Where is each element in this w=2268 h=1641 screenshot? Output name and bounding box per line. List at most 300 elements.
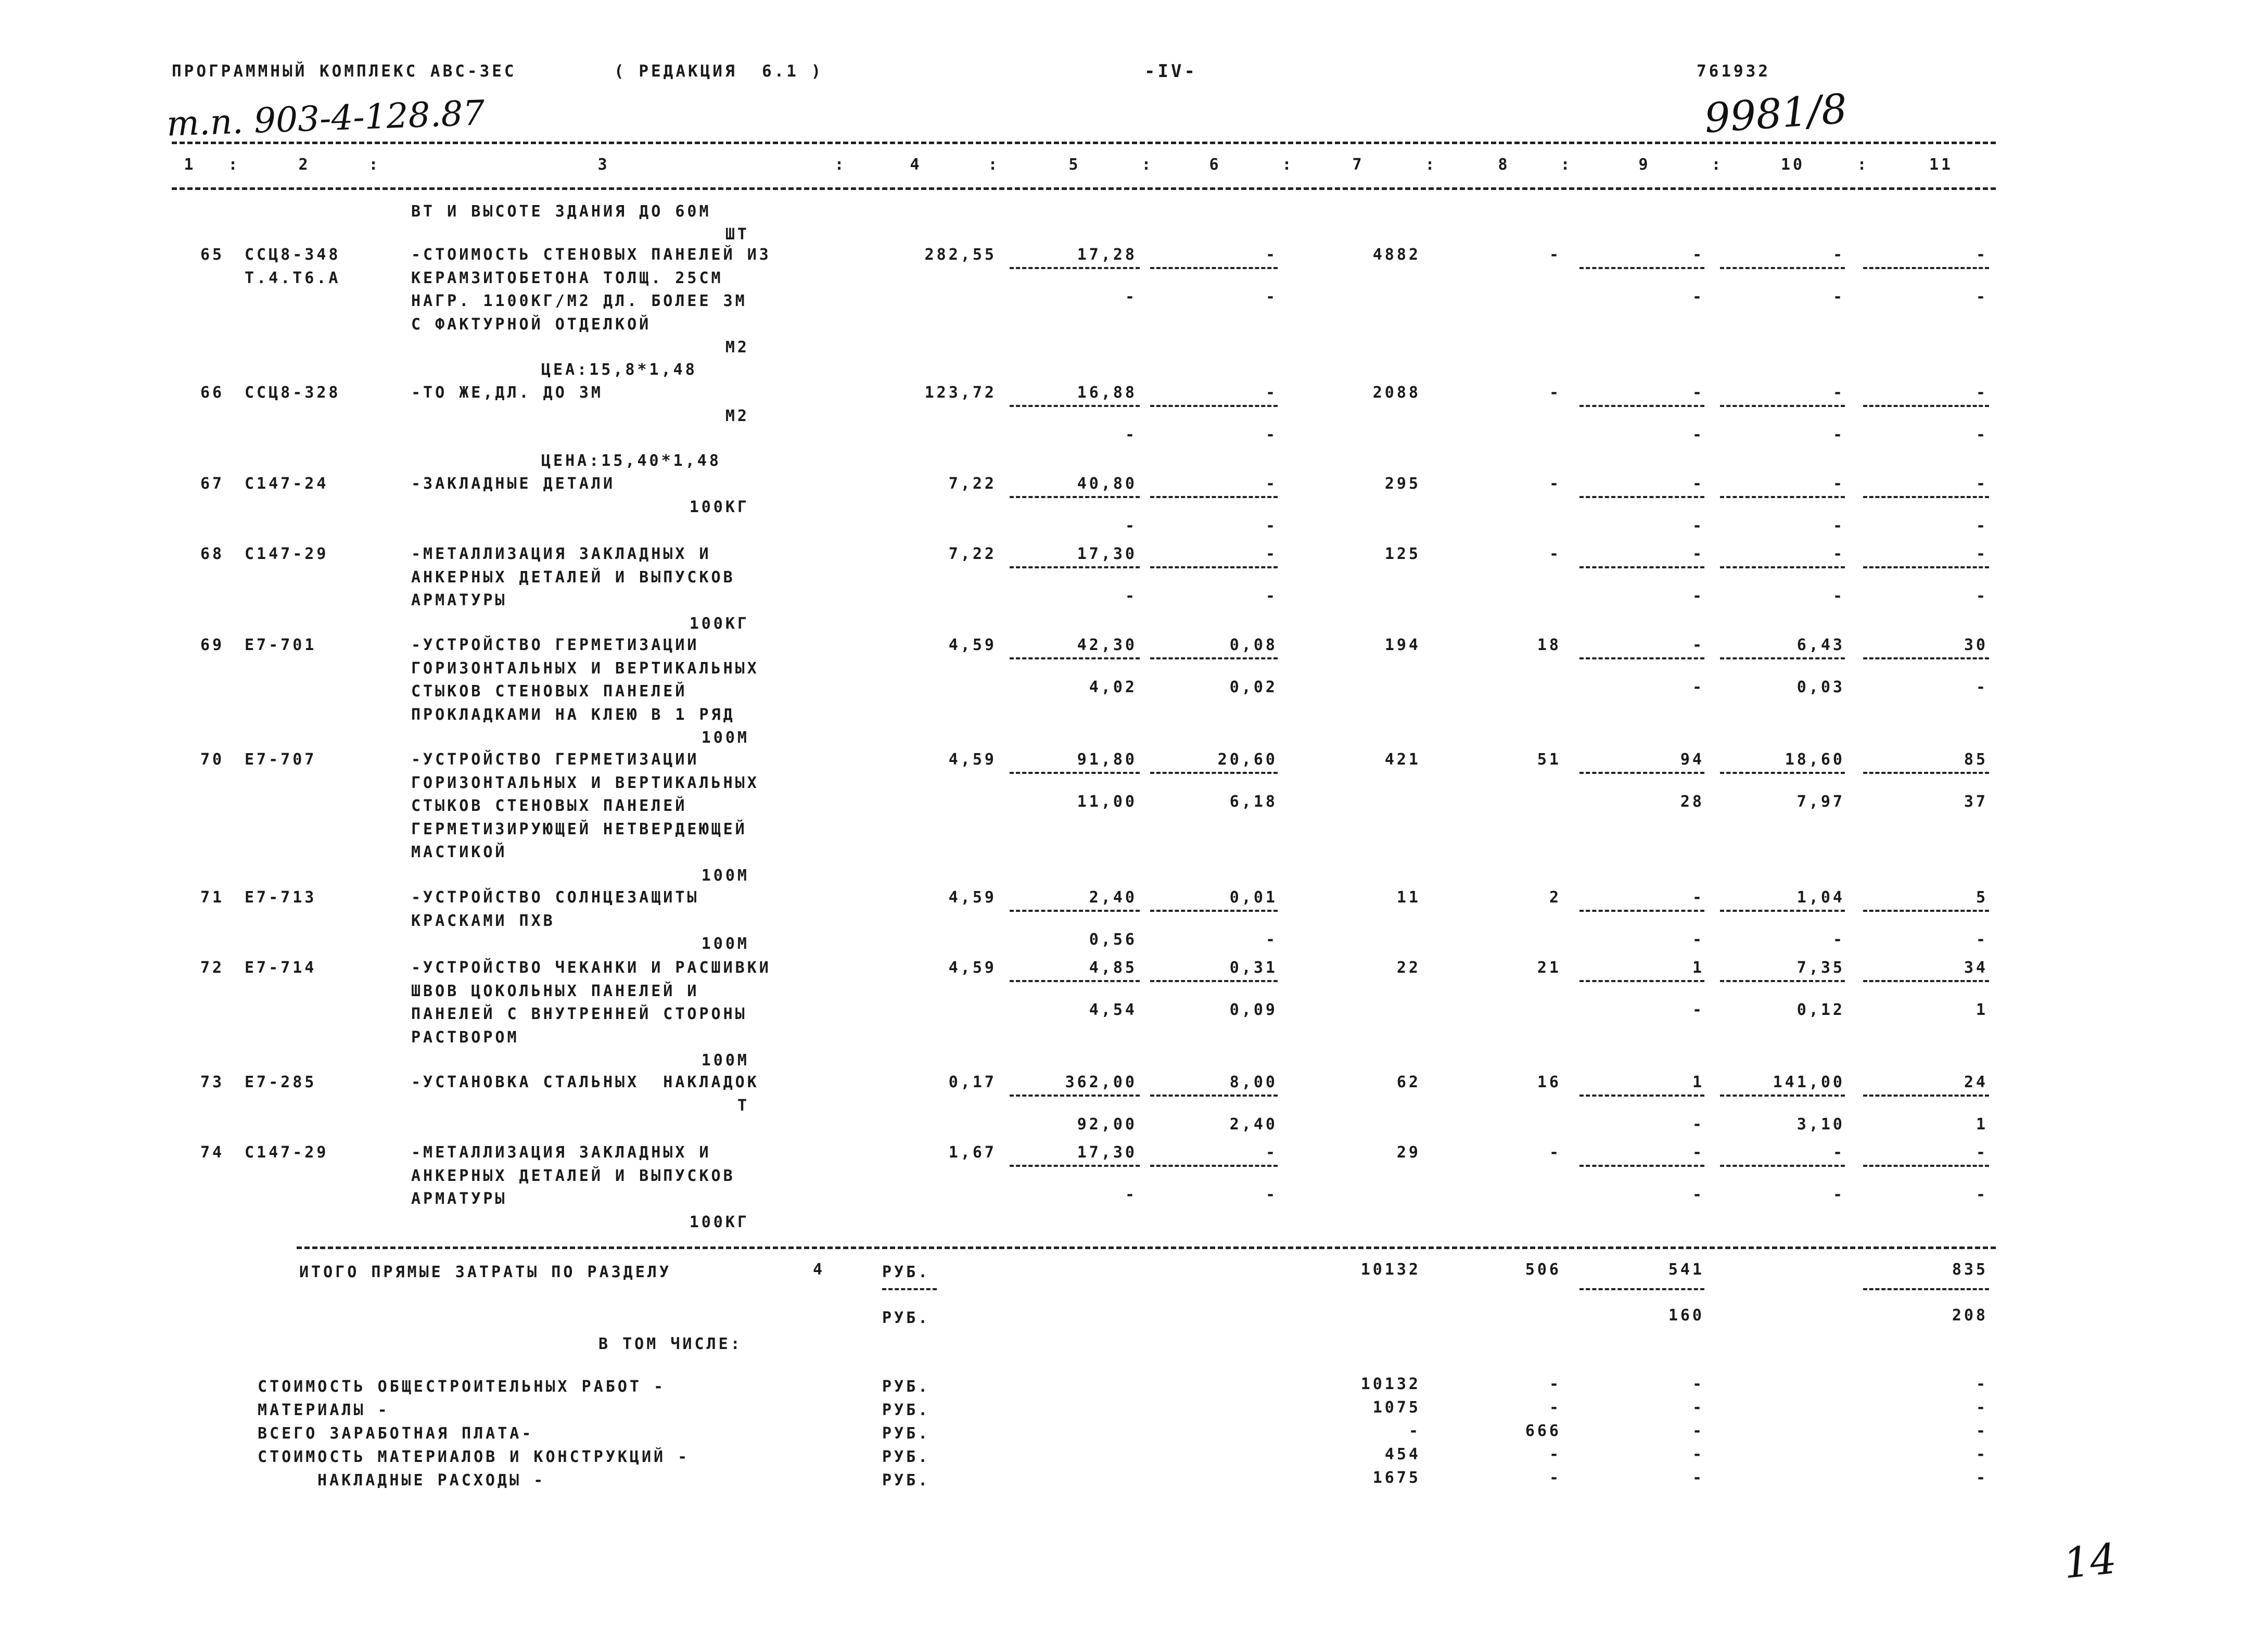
value-col8: 18 [1537, 636, 1561, 654]
value-col6-wages: 0,09 [1229, 1001, 1278, 1019]
row-number: 67 [200, 475, 225, 493]
work-description: -УСТРОЙСТВО ГЕРМЕТИЗАЦИИ [411, 750, 699, 769]
rate-code: ССЦ8-328 [245, 384, 341, 402]
value-col9: - [1692, 545, 1704, 563]
value-col5: 40,80 [1077, 475, 1137, 493]
value-col11: 24 [1964, 1073, 1988, 1091]
subtotal-divider [1150, 1165, 1278, 1167]
value-col5-wages: - [1125, 587, 1137, 605]
column-separator: : [834, 156, 847, 174]
work-description: СТЫКОВ СТЕНОВЫХ ПАНЕЛЕЙ [411, 682, 687, 701]
breakdown-col11: - [1976, 1469, 1988, 1487]
subtotal-divider [1720, 496, 1845, 498]
value-col5: 91,80 [1077, 750, 1137, 769]
value-col10-wages: - [1832, 931, 1845, 949]
value-col10: - [1832, 545, 1845, 563]
work-description: С ФАКТУРНОЙ ОТДЕЛКОЙ [411, 315, 652, 334]
value-col11-wages: - [1976, 678, 1988, 696]
rate-code: Е7-701 [245, 636, 317, 654]
breakdown-col7: 10132 [1360, 1375, 1421, 1393]
total-col8: 506 [1525, 1261, 1561, 1279]
page-mark: -IV- [1144, 61, 1197, 82]
value-col9-wages: - [1692, 288, 1704, 306]
value-col10-wages: - [1832, 587, 1845, 605]
subtotal-divider [1010, 496, 1140, 498]
currency-label: РУБ. [882, 1378, 931, 1396]
column-header-5: 5 [1068, 156, 1081, 174]
work-description: СТЫКОВ СТЕНОВЫХ ПАНЕЛЕЙ [411, 797, 687, 815]
value-col10: - [1832, 1143, 1845, 1162]
subtotal-divider [1720, 267, 1845, 269]
row-number: 68 [200, 545, 225, 563]
breakdown-col7: - [1408, 1422, 1421, 1440]
unit-of-measure: 100М [701, 729, 749, 747]
rate-code: Е7-707 [245, 750, 317, 769]
value-col9: 1 [1692, 1073, 1704, 1091]
value-col11: 5 [1976, 888, 1988, 907]
work-description: КРАСКАМИ ПХВ [411, 911, 555, 930]
value-col10: 18,60 [1785, 750, 1845, 769]
value-col5: 362,00 [1065, 1073, 1137, 1091]
value-col5-wages: 92,00 [1077, 1115, 1137, 1134]
value-col11: - [1976, 1143, 1988, 1162]
total-col11-wages: 208 [1952, 1306, 1988, 1325]
value-col6-wages: - [1265, 288, 1278, 306]
subtotal-divider [1010, 657, 1140, 659]
column-separator: : [228, 156, 240, 174]
currency-divider [882, 1288, 937, 1290]
unit-of-measure: Т [737, 1096, 749, 1115]
work-description: КЕРАМЗИТОБЕТОНА ТОЛЩ. 25СМ [411, 269, 723, 287]
column-header-4: 4 [910, 156, 922, 174]
subtotal-divider [1010, 1095, 1140, 1097]
rate-code: Е7-713 [245, 888, 317, 907]
value-col6-wages: - [1265, 426, 1278, 444]
work-description: -УСТРОЙСТВО СОЛНЦЕЗАЩИТЫ [411, 888, 699, 907]
subtotal-divider [1863, 772, 1989, 774]
subtotal-divider [1150, 772, 1278, 774]
subtotal-divider [1579, 910, 1704, 912]
value-col7: 22 [1396, 959, 1421, 977]
work-description: -МЕТАЛЛИЗАЦИЯ ЗАКЛАДНЫХ И [411, 545, 711, 563]
unit-of-measure: М2 [725, 338, 749, 357]
subtotal-divider [1579, 566, 1704, 568]
value-col10: 141,00 [1773, 1073, 1845, 1091]
value-col11-wages: 1 [1976, 1001, 1988, 1019]
value-col9: - [1692, 246, 1704, 264]
breakdown-col7: 1075 [1372, 1398, 1421, 1417]
work-description: АНКЕРНЫХ ДЕТАЛЕЙ И ВЫПУСКОВ [411, 1166, 735, 1185]
value-col6-wages: - [1265, 931, 1278, 949]
column-header-9: 9 [1638, 156, 1651, 174]
value-col10-wages: - [1832, 288, 1845, 306]
column-header-2: 2 [298, 156, 311, 174]
subtotal-divider [1720, 910, 1845, 912]
value-col10: - [1832, 475, 1845, 493]
value-col11-wages: 1 [1976, 1115, 1988, 1134]
total-col9-wages: 160 [1668, 1306, 1704, 1325]
value-col5: 17,30 [1077, 1143, 1137, 1162]
row-number: 66 [200, 384, 225, 402]
value-col11-wages: - [1976, 426, 1988, 444]
value-col8: - [1549, 384, 1561, 402]
subtotal-divider [1863, 910, 1989, 912]
value-col10: - [1832, 246, 1845, 264]
value-col5: 2,40 [1089, 888, 1137, 907]
value-col8: 16 [1537, 1073, 1561, 1091]
subtotal-divider [1579, 1095, 1704, 1097]
unit-of-measure: 100М [701, 935, 749, 953]
breakdown-col7: 1675 [1372, 1469, 1421, 1487]
column-separator: : [988, 156, 1000, 174]
value-col11-wages: - [1976, 288, 1988, 306]
value-col8: 51 [1537, 750, 1561, 769]
subtotal-divider [1720, 980, 1845, 982]
subtotal-divider [1863, 1165, 1989, 1167]
value-col11: 30 [1964, 636, 1988, 654]
column-header-11: 11 [1929, 156, 1954, 174]
value-col9: - [1692, 888, 1704, 907]
unit-of-measure: 100М [701, 866, 749, 885]
subtotal-divider [1863, 980, 1989, 982]
subtotal-divider [1150, 267, 1278, 269]
row-number: 72 [200, 959, 225, 977]
value-col6-wages: - [1265, 587, 1278, 605]
column-header-7: 7 [1352, 156, 1365, 174]
value-col8: - [1549, 545, 1561, 563]
section-number: 4 [812, 1261, 825, 1279]
value-col5: 17,30 [1077, 545, 1137, 563]
work-description: ШВОВ ЦОКОЛЬНЫХ ПАНЕЛЕЙ И [411, 982, 699, 1000]
subtotal-divider [1150, 496, 1278, 498]
value-col11: - [1976, 384, 1988, 402]
breakdown-label: ВСЕГО ЗАРАБОТНАЯ ПЛАТА- [258, 1424, 534, 1443]
breakdown-col11: - [1976, 1375, 1988, 1393]
value-col4: 282,55 [924, 246, 997, 264]
value-col6-wages: - [1265, 517, 1278, 535]
row-number: 69 [200, 636, 225, 654]
value-col11: 34 [1964, 959, 1988, 977]
value-col5: 17,28 [1077, 246, 1137, 264]
sheet-number-handwritten: 9981/8 [1703, 85, 1849, 143]
value-col7: 125 [1384, 545, 1421, 563]
breakdown-col8: - [1549, 1375, 1561, 1393]
subtotal-divider [1863, 496, 1989, 498]
breakdown-label: СТОИМОСТЬ ОБЩЕСТРОИТЕЛЬНЫХ РАБОТ - [258, 1378, 666, 1396]
column-header-3: 3 [597, 156, 610, 174]
value-col7: 4882 [1372, 246, 1421, 264]
price-formula: ЦЕА:15,8*1,48 [541, 360, 697, 379]
breakdown-col8: - [1549, 1445, 1561, 1464]
breakdown-col9: - [1692, 1469, 1704, 1487]
subtotal-divider [1579, 405, 1704, 407]
subtotal-divider [1010, 980, 1140, 982]
breakdown-col8: - [1549, 1398, 1561, 1417]
work-description: АНКЕРНЫХ ДЕТАЛЕЙ И ВЫПУСКОВ [411, 568, 735, 587]
work-description: ПАНЕЛЕЙ С ВНУТРЕННЕЙ СТОРОНЫ [411, 1005, 747, 1023]
value-col5: 42,30 [1077, 636, 1137, 654]
value-col6-wages: 0,02 [1229, 678, 1278, 696]
unit-of-measure: М2 [725, 406, 749, 425]
value-col8: - [1549, 1143, 1561, 1162]
value-col7: 11 [1396, 888, 1421, 907]
currency-label: РУБ. [882, 1263, 931, 1281]
breakdown-col8: 666 [1525, 1422, 1561, 1440]
totals-rule [297, 1246, 1996, 1249]
value-col10: 7,35 [1796, 959, 1845, 977]
breakdown-col9: - [1692, 1445, 1704, 1464]
value-col9: 94 [1680, 750, 1704, 769]
value-col9-wages: - [1692, 931, 1704, 949]
subtotal-divider [1720, 657, 1845, 659]
rate-code-suffix: Т.4.Т6.А [245, 269, 341, 287]
subtotal-divider [1579, 267, 1704, 269]
unit-of-measure: 100М [701, 1051, 749, 1070]
value-col9: - [1692, 384, 1704, 402]
document-number: 761932 [1697, 62, 1770, 81]
value-col9-wages: - [1692, 1186, 1704, 1204]
value-col4: 7,22 [948, 545, 997, 563]
breakdown-col8: - [1549, 1469, 1561, 1487]
value-col8: - [1549, 246, 1561, 264]
value-col10-wages: - [1832, 426, 1845, 444]
total-divider [1579, 1288, 1704, 1290]
subtotal-divider [1579, 1165, 1704, 1167]
value-col11-wages: - [1976, 517, 1988, 535]
value-col9: - [1692, 475, 1704, 493]
subtotal-divider [1720, 1165, 1845, 1167]
price-formula: ЦЕНА:15,40*1,48 [541, 451, 721, 470]
value-col5-wages: 4,54 [1089, 1001, 1137, 1019]
value-col6: 0,01 [1229, 888, 1278, 907]
value-col11: - [1976, 545, 1988, 563]
value-col11: 85 [1964, 750, 1988, 769]
subtotal-divider [1010, 1165, 1140, 1167]
value-col6-wages: - [1265, 1186, 1278, 1204]
value-col6: - [1265, 384, 1278, 402]
value-col10-wages: 7,97 [1796, 793, 1845, 811]
subtotal-divider [1863, 1095, 1989, 1097]
value-col5-wages: 11,00 [1077, 793, 1137, 811]
value-col7: 194 [1384, 636, 1421, 654]
rate-code: С147-29 [245, 545, 329, 563]
value-col4: 4,59 [948, 750, 997, 769]
continuation-unit: ШТ [725, 225, 749, 244]
work-description: ГОРИЗОНТАЛЬНЫХ И ВЕРТИКАЛЬНЫХ [411, 659, 759, 678]
value-col5-wages: 0,56 [1089, 931, 1137, 949]
total-divider [1863, 1288, 1989, 1290]
value-col10-wages: - [1832, 517, 1845, 535]
breakdown-col11: - [1976, 1398, 1988, 1417]
value-col10: - [1832, 384, 1845, 402]
column-separator: : [1560, 156, 1573, 174]
value-col7: 62 [1396, 1073, 1421, 1091]
value-col9-wages: - [1692, 1115, 1704, 1134]
work-description: -ТО ЖЕ,ДЛ. ДО 3М [411, 384, 603, 402]
work-description: -УСТАНОВКА СТАЛЬНЫХ НАКЛАДОК [411, 1073, 759, 1091]
value-col5-wages: - [1125, 517, 1137, 535]
unit-of-measure: 100КГ [689, 498, 749, 516]
subtotal-divider [1150, 1095, 1278, 1097]
rate-code: Е7-285 [245, 1073, 317, 1091]
breakdown-col9: - [1692, 1375, 1704, 1393]
value-col11: - [1976, 246, 1988, 264]
column-header-8: 8 [1498, 156, 1510, 174]
work-description: ПРОКЛАДКАМИ НА КЛЕЮ В 1 РЯД [411, 705, 735, 724]
work-description: -УСТРОЙСТВО ЧЕКАНКИ И РАСШИВКИ [411, 959, 771, 977]
value-col6: 0,08 [1229, 636, 1278, 654]
subtotal-divider [1579, 980, 1704, 982]
currency-label: РУБ. [882, 1401, 931, 1419]
subtotal-divider [1010, 910, 1140, 912]
value-col6: 0,31 [1229, 959, 1278, 977]
row-number: 74 [200, 1143, 225, 1162]
unit-of-measure: 100КГ [689, 1213, 749, 1231]
subtotal-divider [1579, 496, 1704, 498]
breakdown-col11: - [1976, 1445, 1988, 1464]
value-col9-wages: - [1692, 678, 1704, 696]
header-rule-bottom [172, 187, 1996, 190]
breakdown-label: СТОИМОСТЬ МАТЕРИАЛОВ И КОНСТРУКЦИЙ - [258, 1448, 690, 1466]
page-number-handwritten: 14 [2061, 1534, 2119, 1588]
subtotal-divider [1863, 657, 1989, 659]
subtotal-divider [1863, 566, 1989, 568]
column-separator: : [1141, 156, 1154, 174]
value-col9: - [1692, 1143, 1704, 1162]
work-description: АРМАТУРЫ [411, 591, 507, 609]
column-header-10: 10 [1780, 156, 1805, 174]
column-separator: : [1711, 156, 1724, 174]
value-col4: 4,59 [948, 959, 997, 977]
breakdown-col9: - [1692, 1422, 1704, 1440]
value-col9-wages: - [1692, 426, 1704, 444]
row-number: 73 [200, 1073, 225, 1091]
subtotal-divider [1720, 1095, 1845, 1097]
value-col9-wages: 28 [1680, 793, 1704, 811]
value-col7: 2088 [1372, 384, 1421, 402]
work-description: -УСТРОЙСТВО ГЕРМЕТИЗАЦИИ [411, 636, 699, 654]
work-description: РАСТВОРОМ [411, 1028, 519, 1047]
totals-label: ИТОГО ПРЯМЫЕ ЗАТРАТЫ ПО РАЗДЕЛУ [299, 1263, 671, 1281]
breakdown-col9: - [1692, 1398, 1704, 1417]
breakdown-label: МАТЕРИАЛЫ - [258, 1401, 390, 1419]
value-col8: 2 [1549, 888, 1561, 907]
value-col5: 4,85 [1089, 959, 1137, 977]
work-description: ГОРИЗОНТАЛЬНЫХ И ВЕРТИКАЛЬНЫХ [411, 773, 759, 792]
work-description: АРМАТУРЫ [411, 1190, 507, 1208]
value-col4: 0,17 [948, 1073, 997, 1091]
currency-label: РУБ. [882, 1448, 931, 1466]
value-col10-wages: 3,10 [1796, 1115, 1845, 1134]
rate-code: С147-29 [245, 1143, 329, 1162]
including-label: В ТОМ ЧИСЛЕ: [598, 1335, 743, 1353]
currency-label: РУБ. [882, 1309, 931, 1327]
rate-code: Е7-714 [245, 959, 317, 977]
value-col9-wages: - [1692, 587, 1704, 605]
column-separator: : [1857, 156, 1869, 174]
value-col10-wages: 0,12 [1796, 1001, 1845, 1019]
value-col9-wages: - [1692, 517, 1704, 535]
value-col6-wages: 6,18 [1229, 793, 1278, 811]
value-col5-wages: - [1125, 426, 1137, 444]
value-col6: 8,00 [1229, 1073, 1278, 1091]
value-col4: 4,59 [948, 888, 997, 907]
unit-of-measure: 100КГ [689, 614, 749, 633]
value-col5-wages: 4,02 [1089, 678, 1137, 696]
value-col4: 7,22 [948, 475, 997, 493]
value-col4: 123,72 [924, 384, 997, 402]
total-col11: 835 [1952, 1261, 1988, 1279]
value-col10: 1,04 [1796, 888, 1845, 907]
value-col6: - [1265, 1143, 1278, 1162]
value-col9: - [1692, 636, 1704, 654]
header-rule-top [172, 142, 1996, 144]
value-col7: 29 [1396, 1143, 1421, 1162]
column-header-1: 1 [184, 156, 196, 174]
value-col4: 1,67 [948, 1143, 997, 1162]
column-separator: : [1282, 156, 1294, 174]
value-col8: - [1549, 475, 1561, 493]
project-number-handwritten: т.п. 903-4-128.87 [165, 93, 486, 144]
rate-code: ССЦ8-348 [245, 246, 341, 264]
subtotal-divider [1863, 267, 1989, 269]
total-col9: 541 [1668, 1261, 1704, 1279]
value-col8: 21 [1537, 959, 1561, 977]
value-col6: - [1265, 475, 1278, 493]
column-separator: : [368, 156, 381, 174]
value-col5-wages: - [1125, 1186, 1137, 1204]
value-col6: - [1265, 246, 1278, 264]
subtotal-divider [1150, 566, 1278, 568]
breakdown-label: НАКЛАДНЫЕ РАСХОДЫ - [317, 1471, 546, 1490]
subtotal-divider [1150, 980, 1278, 982]
value-col11-wages: - [1976, 931, 1988, 949]
work-description: НАГР. 1100КГ/М2 ДЛ. БОЛЕЕ 3М [411, 292, 747, 310]
total-col7: 10132 [1360, 1261, 1421, 1279]
subtotal-divider [1579, 657, 1704, 659]
currency-label: РУБ. [882, 1471, 931, 1490]
program-title: ПРОГРАММНЫЙ КОМПЛЕКС АВС-ЗЕС [172, 62, 517, 81]
value-col6-wages: 2,40 [1229, 1115, 1278, 1134]
continuation-description: ВТ И ВЫСОТЕ ЗДАНИЯ ДО 60М [411, 202, 711, 221]
value-col7: 421 [1384, 750, 1421, 769]
breakdown-col11: - [1976, 1422, 1988, 1440]
value-col10-wages: 0,03 [1796, 678, 1845, 696]
value-col5-wages: - [1125, 288, 1137, 306]
subtotal-divider [1150, 910, 1278, 912]
value-col11: - [1976, 475, 1988, 493]
value-col4: 4,59 [948, 636, 997, 654]
subtotal-divider [1010, 566, 1140, 568]
column-header-6: 6 [1209, 156, 1221, 174]
value-col7: 295 [1384, 475, 1421, 493]
value-col11-wages: - [1976, 587, 1988, 605]
subtotal-divider [1720, 566, 1845, 568]
row-number: 70 [200, 750, 225, 769]
subtotal-divider [1720, 772, 1845, 774]
value-col9: 1 [1692, 959, 1704, 977]
subtotal-divider [1150, 657, 1278, 659]
work-description: -СТОИМОСТЬ СТЕНОВЫХ ПАНЕЛЕЙ ИЗ [411, 246, 771, 264]
work-description: -МЕТАЛЛИЗАЦИЯ ЗАКЛАДНЫХ И [411, 1143, 711, 1162]
breakdown-col7: 454 [1384, 1445, 1421, 1464]
value-col9-wages: - [1692, 1001, 1704, 1019]
row-number: 65 [200, 246, 225, 264]
subtotal-divider [1579, 772, 1704, 774]
subtotal-divider [1010, 267, 1140, 269]
subtotal-divider [1720, 405, 1845, 407]
row-number: 71 [200, 888, 225, 907]
